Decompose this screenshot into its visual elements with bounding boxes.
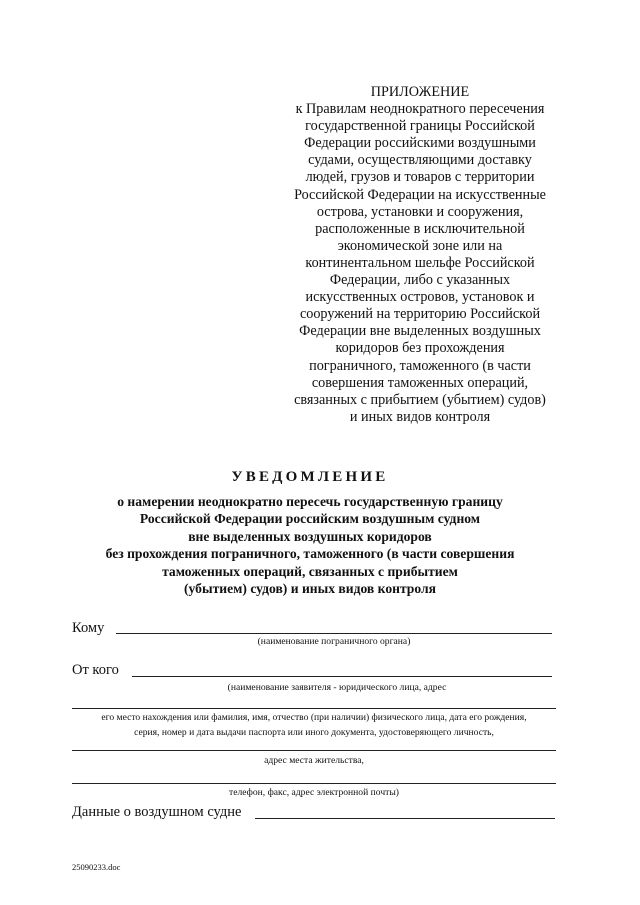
notice-subtitle-line: о намерении неоднократно пересечь государственную границу: [117, 494, 503, 509]
address-field[interactable]: [72, 708, 556, 709]
aircraft-label: Данные о воздушном судне: [72, 804, 242, 820]
appendix-line: расположенные в исключительной: [315, 220, 525, 237]
notice-subtitle-line: вне выделенных воздушных коридоров: [188, 528, 432, 544]
notice-subtitle-line: таможенных операций, связанных с прибытием: [162, 563, 458, 579]
appendix-line: пограничного, таможенного (в части: [309, 357, 531, 374]
address-caption-1: его место нахождения или фамилия, имя, отчество (при наличии) физического лица, дата его рождения,: [101, 712, 527, 723]
appendix-line: и иных видов контроля: [349, 408, 491, 425]
address-caption-2: серия, номер и дата выдачи паспорта или иного документа, удостоверяющего личность,: [134, 727, 494, 738]
appendix-heading: ПРИЛОЖЕНИЕ: [370, 84, 470, 100]
from-caption: (наименование заявителя - юридического лица, адрес: [227, 682, 447, 693]
appendix-line: совершения таможенных операций,: [311, 374, 529, 391]
to-field[interactable]: [116, 633, 552, 634]
appendix-line: континентальном шельфе Российской: [305, 254, 535, 271]
to-caption: (наименование пограничного органа): [257, 636, 411, 647]
notice-title: УВЕДОМЛЕНИЕ: [231, 469, 389, 485]
from-label: От кого: [72, 662, 119, 678]
appendix-line: острова, установки и сооружения,: [316, 203, 524, 220]
appendix-line: к Правилам неоднократного пересечения: [295, 101, 545, 118]
notice-subtitle: [90, 493, 530, 597]
notice-subtitle-line: Российской Федерации российским воздушным судном: [139, 511, 481, 527]
contacts-caption: телефон, факс, адрес электронной почты): [229, 787, 399, 798]
appendix-line: людей, грузов и товаров с территории: [305, 169, 535, 186]
appendix-line: экономической зоне или на: [337, 237, 503, 254]
appendix-line: судами, осуществляющими доставку: [308, 152, 532, 169]
appendix-line: сооружений на территорию Российской: [299, 306, 541, 323]
appendix-line: связанных с прибытием (убытием) судов): [294, 391, 546, 408]
contacts-field[interactable]: [72, 783, 556, 784]
appendix-line: Федерации, либо с указанных: [329, 272, 511, 289]
appendix-line: искусственных островов, установок и: [305, 289, 535, 306]
residence-caption: адрес места жительства,: [264, 755, 364, 766]
residence-field[interactable]: [72, 750, 556, 751]
document-id: 25090233.doc: [72, 862, 121, 872]
appendix-block: [252, 84, 588, 426]
from-field[interactable]: [132, 676, 552, 677]
appendix-line: коридоров без прохождения: [335, 340, 505, 357]
appendix-line: Федерации российскими воздушными: [304, 135, 536, 152]
notice-subtitle-line: (убытием) судов) и иных видов контроля: [184, 581, 436, 597]
appendix-line: Российской Федерации на искусственные: [294, 186, 546, 203]
appendix-line: государственной границы Российской: [305, 118, 535, 135]
to-label: Кому: [72, 620, 105, 636]
appendix-line: Федерации вне выделенных воздушных: [299, 323, 541, 340]
notice-subtitle-line: без прохождения пограничного, таможенного (в части совершения: [105, 546, 515, 562]
aircraft-field[interactable]: [255, 818, 555, 819]
